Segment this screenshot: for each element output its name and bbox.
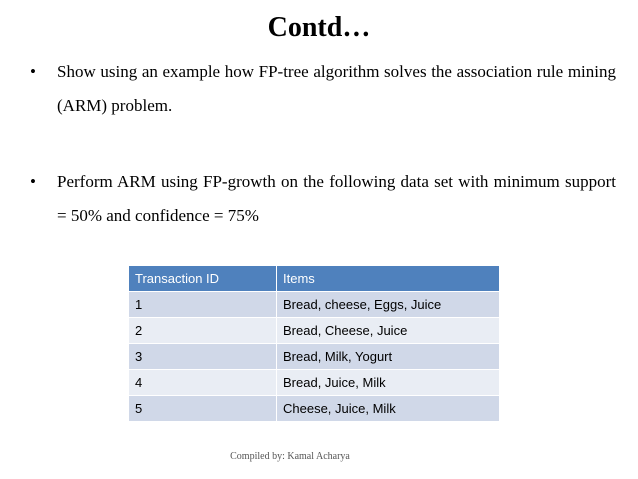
cell-transaction-id: 4 xyxy=(129,370,277,396)
cell-items: Bread, Cheese, Juice xyxy=(277,318,500,344)
footer-credit: Compiled by: Kamal Acharya xyxy=(230,451,350,462)
cell-items: Bread, cheese, Eggs, Juice xyxy=(277,292,500,318)
bullet-item xyxy=(30,55,616,125)
header-items: Items xyxy=(277,266,500,292)
slide-title: Contd… xyxy=(267,12,371,43)
cell-items: Cheese, Juice, Milk xyxy=(277,396,500,422)
bullet-text: Show using an example how FP-tree algorithm solves the association rule mining (ARM) problem. xyxy=(57,62,616,115)
header-transaction-id: Transaction ID xyxy=(129,266,277,292)
table-header-row xyxy=(129,266,500,292)
table-row xyxy=(129,292,500,318)
cell-transaction-id: 2 xyxy=(129,318,277,344)
cell-items: Bread, Juice, Milk xyxy=(277,370,500,396)
transactions-table xyxy=(128,265,500,422)
bullet-item xyxy=(30,165,616,235)
cell-transaction-id: 5 xyxy=(129,396,277,422)
table-row xyxy=(129,370,500,396)
cell-transaction-id: 1 xyxy=(129,292,277,318)
bullet-text: Perform ARM using FP-growth on the following data set with minimum support = 50% and confidence = 75% xyxy=(57,172,616,225)
cell-items: Bread, Milk, Yogurt xyxy=(277,344,500,370)
table-row xyxy=(129,344,500,370)
table-row xyxy=(129,396,500,422)
bullet-marker: • xyxy=(30,62,36,81)
cell-transaction-id: 3 xyxy=(129,344,277,370)
table-row xyxy=(129,318,500,344)
bullet-marker: • xyxy=(30,172,36,191)
